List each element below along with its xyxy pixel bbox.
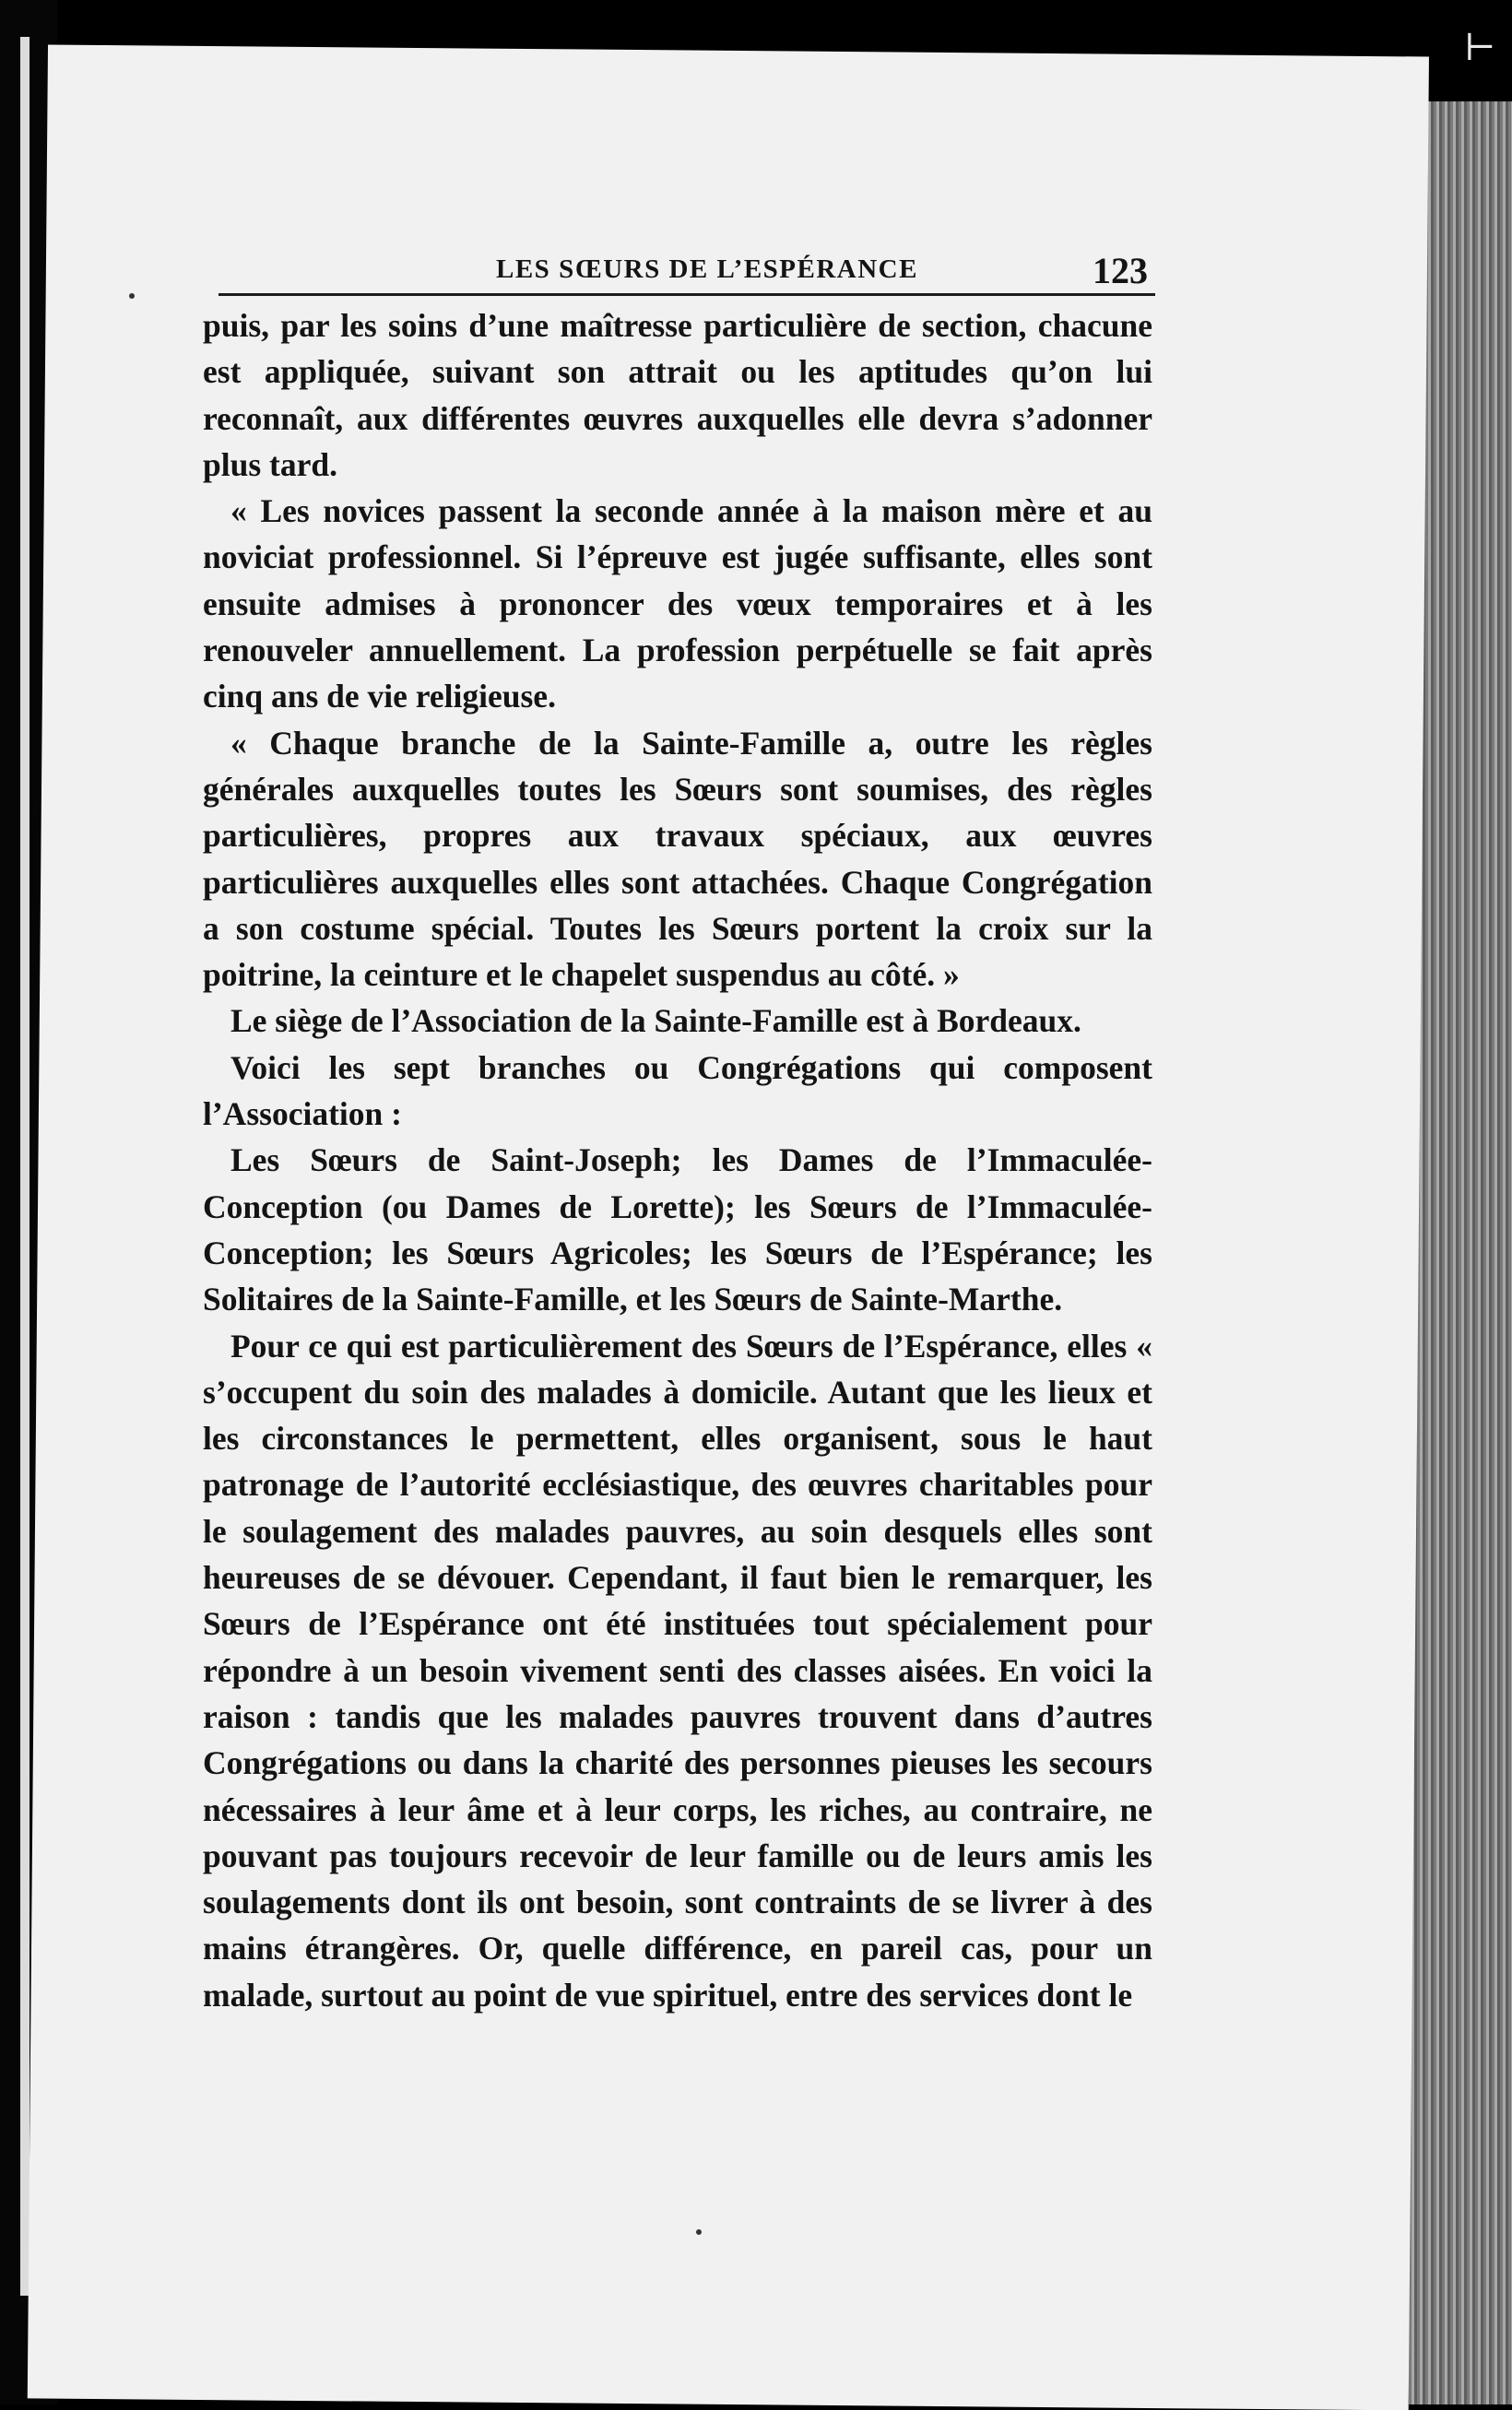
body-text [203,302,1152,2018]
paragraph: Le siège de l’Association de la Sainte-Famille est à Bordeaux. [230,1002,1081,1040]
paragraph: « Les novices passent la seconde année à la maison mère et au noviciat professionnel. Si l’épreuve est jugée suffisante, elles sont ensuite admises à prononcer des vœux temporaires et à les renouveler annuellement. La profession perpétuelle se fait après cinq ans de vie religieuse. [203,492,1152,715]
header-rule [219,293,1155,296]
paragraph: Voici les sept branches ou Congrégations qui composent l’Association : [203,1048,1152,1133]
paragraph: Pour ce qui est particulièrement des Sœurs de l’Espérance, elles « s’occupent du soin des malades à domicile. Autant que les lieux et les circonstances le permettent, elles organisent, sous le haut patronage de l’autorité ecclésiastique, des œuvres charitables pour le soulagement des malades pauvres, au soin desquels elles sont heureuses de se dévouer. Cependant, il faut bien le remarquer, les Sœurs de l’Espérance ont été instituées tout spécialement pour répondre à un besoin vivement senti des classes aisées. En voici la raison : tandis que les malades pauvres trouvent dans d’autres Congrégations ou dans la charité des personnes pieuses les secours nécessaires à leur âme et à leur corps, les riches, au contraire, ne pouvant pas toujours recevoir de leur famille ou de leurs amis les soulagements dont ils ont besoin, sont contraints de se livrer à des mains étrangères. Or, quelle différence, en pareil cas, pour un malade, surtout au point de vue spirituel, entre des services dont le [203,1327,1152,2014]
page-number: 123 [1093,250,1148,291]
speck [696,2229,702,2235]
paragraph: « Chaque branche de la Sainte-Famille a, outre les règles générales auxquelles toutes les Sœurs sont soumises, des règles particulières, propres aux travaux spéciaux, aux œuvres particulières auxquelles elles sont attachées. Chaque Congrégation a son costume spécial. Toutes les Sœurs portent la croix sur la poitrine, la ceinture et le chapelet suspendus au côté. » [203,724,1152,994]
paragraph: puis, par les soins d’une maîtresse particulière de section, chacune est appliquée, suivant son attrait ou les aptitudes qu’on lui reconnaît, aux différentes œuvres auxquelles elle devra s’adonner plus tard. [203,307,1152,483]
adjacent-page-edge [20,37,30,2296]
corner-mark: ⊢ [1464,27,1496,68]
running-title: LES SŒURS DE L’ESPÉRANCE [496,254,918,284]
speck [129,293,135,299]
page-header [171,210,1155,293]
paragraph: Les Sœurs de Saint-Joseph; les Dames de l’Immaculée-Conception (ou Dames de Lorette); les Sœurs de l’Immaculée-Conception; les Sœurs Agricoles; les Sœurs de l’Espérance; les Solitaires de la Sainte-Famille, et les Sœurs de Sainte-Marthe. [203,1141,1152,1318]
